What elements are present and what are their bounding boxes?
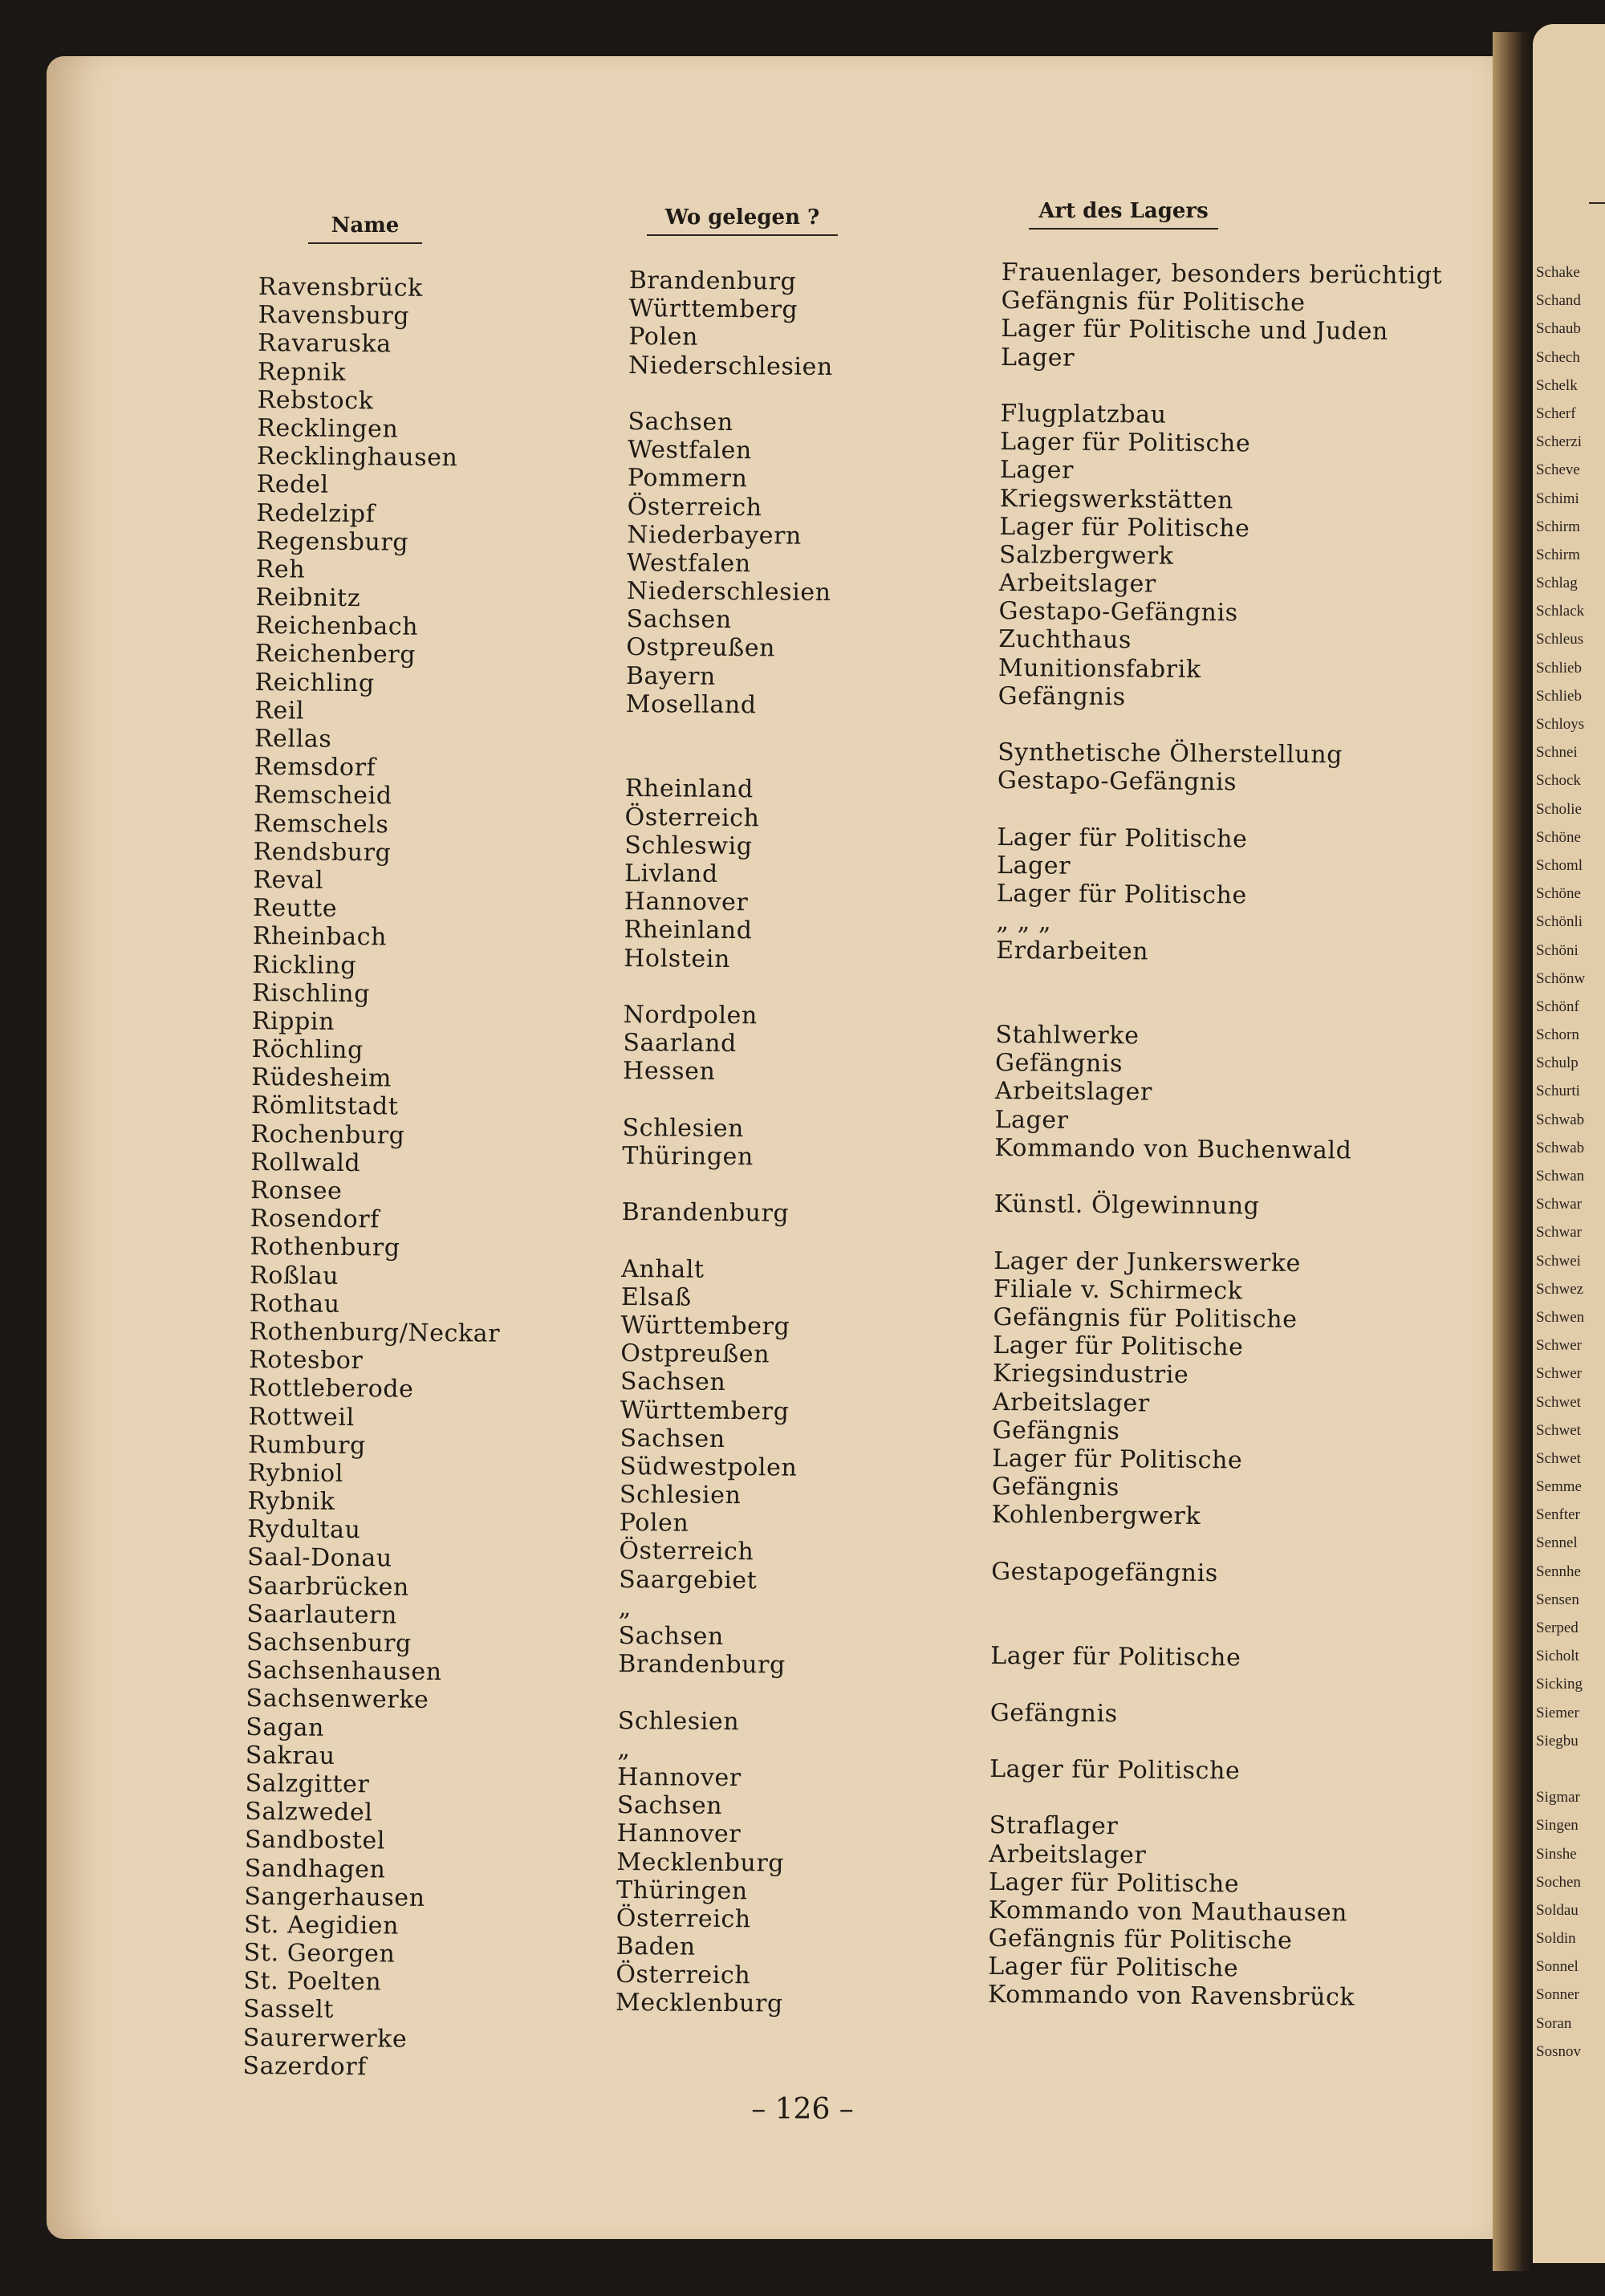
- camp-name: Rybnik: [247, 1487, 335, 1516]
- camp-type: [994, 1162, 1436, 1194]
- camp-name: Sasselt: [242, 1995, 335, 2025]
- next-page-fragment: Schwer: [1536, 1365, 1582, 1383]
- next-page-fragment: Schnei: [1536, 744, 1578, 762]
- camp-type: Stahlwerke: [995, 1021, 1140, 1050]
- camp-type: Arbeitslager: [998, 569, 1156, 599]
- camp-name: Recklinghausen: [256, 442, 458, 473]
- camp-location: Livland: [624, 859, 718, 888]
- next-page-fragment: Siemer: [1536, 1704, 1579, 1721]
- camp-name: Röchling: [251, 1035, 364, 1065]
- camp-type: Straflager: [989, 1811, 1119, 1841]
- header-name: Name: [308, 213, 422, 244]
- camp-name: Rothau: [249, 1289, 340, 1319]
- camp-type: [990, 1670, 1432, 1702]
- camp-name: Sangerhausen: [244, 1882, 425, 1912]
- camp-type: Lager: [994, 1105, 1069, 1135]
- camp-location: Württemberg: [620, 1311, 790, 1341]
- camp-name: Rickling: [252, 950, 357, 980]
- camp-type: Gestapogefängnis: [991, 1557, 1218, 1587]
- next-page-fragment: Sochen: [1536, 1873, 1581, 1891]
- camp-location: Ostpreußen: [626, 633, 776, 663]
- camp-location: Nordpolen: [623, 1000, 758, 1030]
- header-camp-type: Art des Lagers: [1029, 199, 1218, 230]
- camp-name: Reichenberg: [254, 640, 416, 670]
- camp-name: Rollwald: [250, 1148, 361, 1177]
- next-page-fragment: Schake: [1536, 264, 1580, 281]
- next-page-fragment: Schwan: [1536, 1168, 1585, 1185]
- next-page-fragment: Soran: [1536, 2014, 1572, 2032]
- camp-name: Ravaruska: [258, 329, 392, 359]
- camp-type: [989, 1783, 1431, 1815]
- camp-name: Reval: [253, 865, 324, 895]
- next-page-fragment: Sigmar: [1536, 1789, 1580, 1806]
- camp-type: Gefängnis: [991, 1473, 1120, 1502]
- camp-type: Lager für Politische: [992, 1444, 1243, 1475]
- next-page-fragment: Schöni: [1536, 941, 1579, 959]
- next-page-header-rule: [1589, 202, 1605, 204]
- camp-type: Arbeitslager: [994, 1077, 1152, 1107]
- camp-location: Sachsen: [620, 1424, 725, 1453]
- camp-name: Recklingen: [257, 413, 399, 444]
- next-page-fragment: Schwar: [1536, 1196, 1582, 1213]
- next-page-fragment: Singen: [1536, 1817, 1579, 1835]
- camp-type: Arbeitslager: [989, 1839, 1147, 1869]
- camp-name: Sachsenhausen: [246, 1656, 442, 1687]
- location-column: [616, 266, 834, 2019]
- next-page-fragment: Schlack: [1536, 603, 1585, 620]
- camp-type: [996, 965, 1437, 997]
- camp-type: Gefängnis: [994, 1049, 1124, 1079]
- camp-location: Mecklenburg: [615, 1989, 783, 2019]
- camp-name: Rendsburg: [253, 837, 392, 868]
- camp-type: [991, 1529, 1432, 1561]
- next-page-fragment: Sicking: [1536, 1676, 1583, 1693]
- camp-type: Arbeitslager: [992, 1388, 1150, 1417]
- camp-location: Elsaß: [620, 1282, 692, 1312]
- next-page-fragment: Soldin: [1536, 1930, 1576, 1948]
- camp-type: Kommando von Buchenwald: [994, 1133, 1352, 1165]
- camp-location: Sachsen: [620, 1367, 726, 1397]
- next-page-fragment: Sennel: [1536, 1534, 1578, 1552]
- camp-location: Sachsen: [618, 1621, 724, 1651]
- camp-location: Schleswig: [624, 831, 753, 860]
- camp-type: Lager der Junkerswerke: [993, 1246, 1302, 1278]
- camp-type: Zuchthaus: [998, 625, 1132, 655]
- camp-location: Westfalen: [626, 548, 751, 579]
- next-page-fragment: Schoml: [1536, 856, 1583, 874]
- camp-location: Moselland: [625, 689, 757, 720]
- camp-name: Rosendorf: [250, 1205, 380, 1234]
- camp-name: Rottleberode: [248, 1374, 414, 1404]
- camp-location: „: [618, 1593, 632, 1622]
- camp-location: Saargebiet: [619, 1565, 758, 1595]
- camp-type: Lager: [996, 851, 1071, 880]
- next-page-fragment: Soldau: [1536, 1901, 1579, 1919]
- camp-type: „ „ „: [996, 908, 1052, 937]
- camp-type: Gefängnis für Politische: [993, 1302, 1298, 1334]
- camp-location: Rheinland: [624, 774, 754, 804]
- camp-location: [625, 746, 830, 776]
- next-page-fragment: Schöne: [1536, 885, 1581, 903]
- camp-type: Gefängnis für Politische: [1001, 286, 1306, 318]
- name-column: [242, 273, 509, 2083]
- camp-name: Rheinbach: [252, 922, 388, 952]
- camp-type: Lager für Politische: [1000, 428, 1251, 458]
- camp-type: [1001, 372, 1442, 404]
- camp-type: Lager: [1000, 343, 1075, 372]
- next-page-fragment: Scherzi: [1536, 433, 1582, 451]
- next-page-fragment: Schaub: [1536, 320, 1581, 338]
- camp-name: Repnik: [257, 357, 347, 387]
- next-page-fragment: Schwer: [1536, 1337, 1582, 1355]
- next-page-fragment: Schwei: [1536, 1252, 1581, 1270]
- camp-name: Roßlau: [249, 1261, 339, 1290]
- camp-name: Rüdesheim: [251, 1063, 392, 1093]
- camp-name: Reh: [255, 555, 306, 584]
- next-page-fragment: Schelk: [1536, 376, 1578, 394]
- camp-name: Reil: [254, 696, 305, 725]
- camp-type: Lager für Politische: [997, 823, 1248, 854]
- camp-location: Niederbayern: [627, 520, 802, 551]
- camp-name: Sakrau: [245, 1741, 335, 1770]
- camp-type: Künstl. Ölgewinnung: [993, 1190, 1260, 1221]
- next-page-fragment: Scherf: [1536, 404, 1576, 422]
- next-page-fragment: Schwet: [1536, 1421, 1581, 1439]
- camp-location: Hannover: [617, 1762, 742, 1793]
- camp-type: [991, 1586, 1432, 1618]
- camp-location: Niederschlesien: [628, 351, 834, 381]
- next-page-fragment: Scholie: [1536, 800, 1582, 818]
- camp-type: Gestapo-Gefängnis: [997, 766, 1237, 797]
- camp-location: Westfalen: [628, 436, 752, 465]
- next-page-fragment: Schurti: [1536, 1083, 1580, 1100]
- camp-type: [989, 1727, 1431, 1759]
- next-page-fragment: Sicholt: [1536, 1648, 1579, 1665]
- next-page-fragment: Schönli: [1536, 913, 1583, 931]
- camp-name: Rottweil: [248, 1402, 355, 1432]
- camp-name: Rippin: [251, 1006, 335, 1036]
- camp-type: Frauenlager, besonders berüchtigt: [1001, 258, 1443, 291]
- next-page-fragment: Schönw: [1536, 969, 1586, 987]
- camp-location: Baden: [616, 1932, 696, 1961]
- camp-location: Thüringen: [616, 1875, 748, 1905]
- camp-name: Sandhagen: [244, 1854, 386, 1884]
- camp-type: Gefängnis für Politische: [988, 1924, 1293, 1955]
- camp-location: Ostpreußen: [620, 1339, 770, 1369]
- next-page-fragment: Schwar: [1536, 1224, 1582, 1241]
- camp-name: Redel: [256, 470, 329, 500]
- next-page-fragment: Serped: [1536, 1619, 1579, 1636]
- camp-name: Rebstock: [257, 385, 374, 416]
- next-page-fragment: Sinshe: [1536, 1845, 1577, 1863]
- next-page-fragment: Schleus: [1536, 631, 1584, 648]
- camp-type-column: [988, 258, 1443, 2013]
- camp-name: Rumburg: [248, 1430, 367, 1460]
- camp-type: Erdarbeiten: [996, 936, 1149, 965]
- camp-location: Thüringen: [622, 1141, 754, 1172]
- next-page-fragment: Sonnel: [1536, 1958, 1579, 1976]
- next-page-fragment: Schwen: [1536, 1308, 1585, 1326]
- camp-type: Flugplatzbau: [1000, 399, 1167, 429]
- camp-name: Ravensbrück: [258, 273, 424, 303]
- camp-name: Salzgitter: [245, 1769, 370, 1799]
- camp-type: Lager für Politische: [999, 512, 1250, 543]
- camp-name: Reichenbach: [255, 612, 419, 642]
- camp-location: [622, 1170, 827, 1200]
- camp-name: Rydultau: [247, 1515, 361, 1545]
- camp-location: [623, 1085, 827, 1115]
- camp-name: Saarlautern: [246, 1599, 398, 1630]
- camp-type: Gefängnis: [992, 1416, 1120, 1445]
- next-page-fragment: Schlag: [1536, 575, 1578, 592]
- camp-location: Rheinland: [624, 916, 753, 945]
- camp-name: Römlitstadt: [250, 1091, 399, 1121]
- camp-name: Saal-Donau: [246, 1543, 392, 1573]
- camp-name: Rellas: [254, 724, 332, 754]
- camp-name: Remschels: [253, 809, 389, 839]
- camp-location: Brandenburg: [621, 1198, 790, 1228]
- camp-location: Anhalt: [621, 1254, 705, 1284]
- camp-location: Österreich: [619, 1537, 754, 1567]
- camp-type: Gefängnis: [989, 1698, 1118, 1728]
- camp-location: Schlesien: [622, 1113, 745, 1143]
- camp-type: Filiale v. Schirmeck: [993, 1274, 1243, 1306]
- camp-type: Salzbergwerk: [998, 540, 1174, 571]
- camp-location: „: [617, 1734, 631, 1763]
- camp-location: Schlesien: [617, 1706, 740, 1736]
- next-page-fragment-list: [1536, 258, 1585, 2066]
- next-page-fragment: Schirm: [1536, 546, 1580, 563]
- camp-type: Lager für Politische: [988, 1867, 1240, 1899]
- next-page-fragment: Sonner: [1536, 1986, 1579, 2004]
- camp-location: [621, 1226, 826, 1256]
- camp-name: Sandbostel: [244, 1826, 386, 1855]
- camp-name: Sachsenburg: [246, 1628, 412, 1658]
- camp-location: [624, 973, 828, 1002]
- camp-type: [997, 795, 1438, 827]
- next-page-fragment: Schwet: [1536, 1449, 1581, 1467]
- next-page-fragment: Semme: [1536, 1478, 1582, 1496]
- camp-location: Mecklenburg: [616, 1847, 785, 1878]
- camp-location: Hannover: [624, 888, 749, 917]
- next-page-fragment: Schwet: [1536, 1393, 1581, 1411]
- camp-type: Gefängnis: [998, 681, 1126, 712]
- page-number: – 126 –: [751, 2093, 854, 2126]
- camp-name: Regensburg: [255, 526, 409, 557]
- next-page-fragment: Schlieb: [1536, 687, 1582, 705]
- camp-type: [996, 993, 1437, 1025]
- camp-location: Württemberg: [628, 295, 798, 324]
- camp-name: Rybniol: [247, 1458, 344, 1488]
- camp-location: Niederschlesien: [626, 577, 831, 608]
- camp-type: Lager für Politische und Juden: [1001, 315, 1389, 347]
- camp-name: Reichling: [254, 668, 375, 697]
- next-page-fragment: [1536, 1755, 1585, 1783]
- camp-location: Sachsen: [628, 407, 733, 437]
- camp-name: Rothenburg/Neckar: [249, 1317, 501, 1348]
- next-page-fragment: Siegbu: [1536, 1732, 1579, 1749]
- camp-type: Munitionsfabrik: [998, 653, 1201, 684]
- next-page-fragment: Schwab: [1536, 1139, 1585, 1156]
- next-page-fragment: Schand: [1536, 292, 1581, 310]
- camp-location: Hessen: [622, 1057, 716, 1087]
- camp-name: St. Georgen: [243, 1938, 396, 1969]
- next-page-fragment: Sosnov: [1536, 2042, 1581, 2060]
- camp-location: Saarland: [623, 1029, 737, 1059]
- camp-name: Remscheid: [254, 781, 392, 811]
- next-page-fragment: Schönf: [1536, 998, 1579, 1015]
- camp-location: Sachsen: [616, 1791, 723, 1821]
- camp-location: Bayern: [625, 661, 717, 691]
- camp-type: Lager für Politische: [990, 1642, 1241, 1672]
- camp-location: Pommern: [627, 464, 748, 494]
- next-page-fragment: Schlieb: [1536, 659, 1582, 677]
- camp-name: Saarbrücken: [246, 1571, 410, 1602]
- next-page-fragment: Schech: [1536, 348, 1580, 366]
- camp-type: Lager für Politische: [993, 1331, 1244, 1362]
- camp-location: Brandenburg: [618, 1650, 786, 1680]
- camp-name: St. Aegidien: [243, 1910, 400, 1940]
- camp-type: [990, 1614, 1432, 1646]
- camp-type: [998, 710, 1439, 742]
- camp-location: Südwestpolen: [620, 1452, 798, 1482]
- camp-type: Lager für Politische: [988, 1953, 1239, 1983]
- camp-location: Polen: [628, 323, 699, 352]
- camp-name: St. Poelten: [243, 1967, 382, 1997]
- camp-type: Gestapo-Gefängnis: [998, 597, 1238, 628]
- next-page-fragment: Scheve: [1536, 461, 1580, 479]
- camp-name: Sachsenwerke: [246, 1684, 429, 1715]
- camp-name: Sazerdorf: [242, 2051, 368, 2082]
- camp-type: Lager für Politische: [996, 880, 1248, 910]
- camp-location: Österreich: [616, 1961, 751, 1990]
- camp-location: Sachsen: [626, 605, 732, 635]
- camp-type: [993, 1218, 1435, 1250]
- camp-location: Österreich: [624, 803, 760, 832]
- next-page-fragment: Schimi: [1536, 490, 1579, 507]
- next-page-fragment: Senfter: [1536, 1506, 1580, 1524]
- camp-name: Remsdorf: [254, 753, 376, 782]
- camp-name: Sagan: [246, 1713, 325, 1742]
- camp-name: Ravensburg: [258, 301, 410, 331]
- camp-name: Rothenburg: [250, 1233, 400, 1262]
- camp-location: Österreich: [616, 1904, 751, 1934]
- camp-name: Ronsee: [250, 1176, 343, 1205]
- next-page-fragment: Schloys: [1536, 716, 1585, 733]
- camp-type: Kriegsindustrie: [992, 1359, 1189, 1390]
- camp-type: Kohlenbergwerk: [991, 1501, 1201, 1531]
- next-page-fragment: Sennhe: [1536, 1562, 1581, 1580]
- camp-name: Reutte: [252, 894, 338, 924]
- camp-location: Schlesien: [619, 1481, 742, 1510]
- camp-type: Lager: [999, 456, 1075, 486]
- camp-location: [625, 718, 830, 748]
- next-page-fragment: Schwez: [1536, 1280, 1584, 1298]
- book-gutter: [1493, 32, 1533, 2271]
- camp-name: Rochenburg: [250, 1120, 405, 1150]
- camp-name: Reibnitz: [255, 583, 361, 613]
- next-page-edge: [1533, 24, 1605, 2263]
- camp-location: Brandenburg: [628, 266, 797, 296]
- camp-location: Württemberg: [620, 1396, 790, 1426]
- camp-location: [628, 380, 833, 409]
- camp-type: Kommando von Ravensbrück: [987, 1981, 1355, 2012]
- camp-location: Holstein: [624, 944, 731, 973]
- camp-name: Rischling: [252, 978, 371, 1008]
- camp-location: [618, 1678, 823, 1708]
- camp-type: Lager für Politische: [989, 1754, 1241, 1786]
- next-page-fragment: Schwab: [1536, 1111, 1585, 1128]
- next-page-fragment: Schöne: [1536, 828, 1581, 846]
- header-location: Wo gelegen ?: [647, 205, 838, 236]
- camp-type: Synthetische Ölherstellung: [998, 738, 1343, 770]
- camp-location: Österreich: [627, 492, 762, 522]
- next-page-fragment: Schirm: [1536, 518, 1580, 535]
- camp-name: Rotesbor: [249, 1346, 364, 1376]
- camp-name: Redelzipf: [256, 498, 376, 528]
- camp-name: Saurerwerke: [242, 2023, 408, 2054]
- camp-location: Polen: [619, 1509, 689, 1538]
- next-page-fragment: Sensen: [1536, 1591, 1579, 1608]
- next-page-fragment: Schorn: [1536, 1026, 1579, 1044]
- next-page-fragment: Schulp: [1536, 1055, 1579, 1072]
- camp-location: Hannover: [616, 1819, 742, 1849]
- camp-type: Kriegswerkstätten: [999, 484, 1234, 514]
- camp-name: Salzwedel: [245, 1798, 373, 1827]
- next-page-fragment: Schock: [1536, 772, 1581, 790]
- camp-type: Kommando von Mauthausen: [988, 1896, 1348, 1928]
